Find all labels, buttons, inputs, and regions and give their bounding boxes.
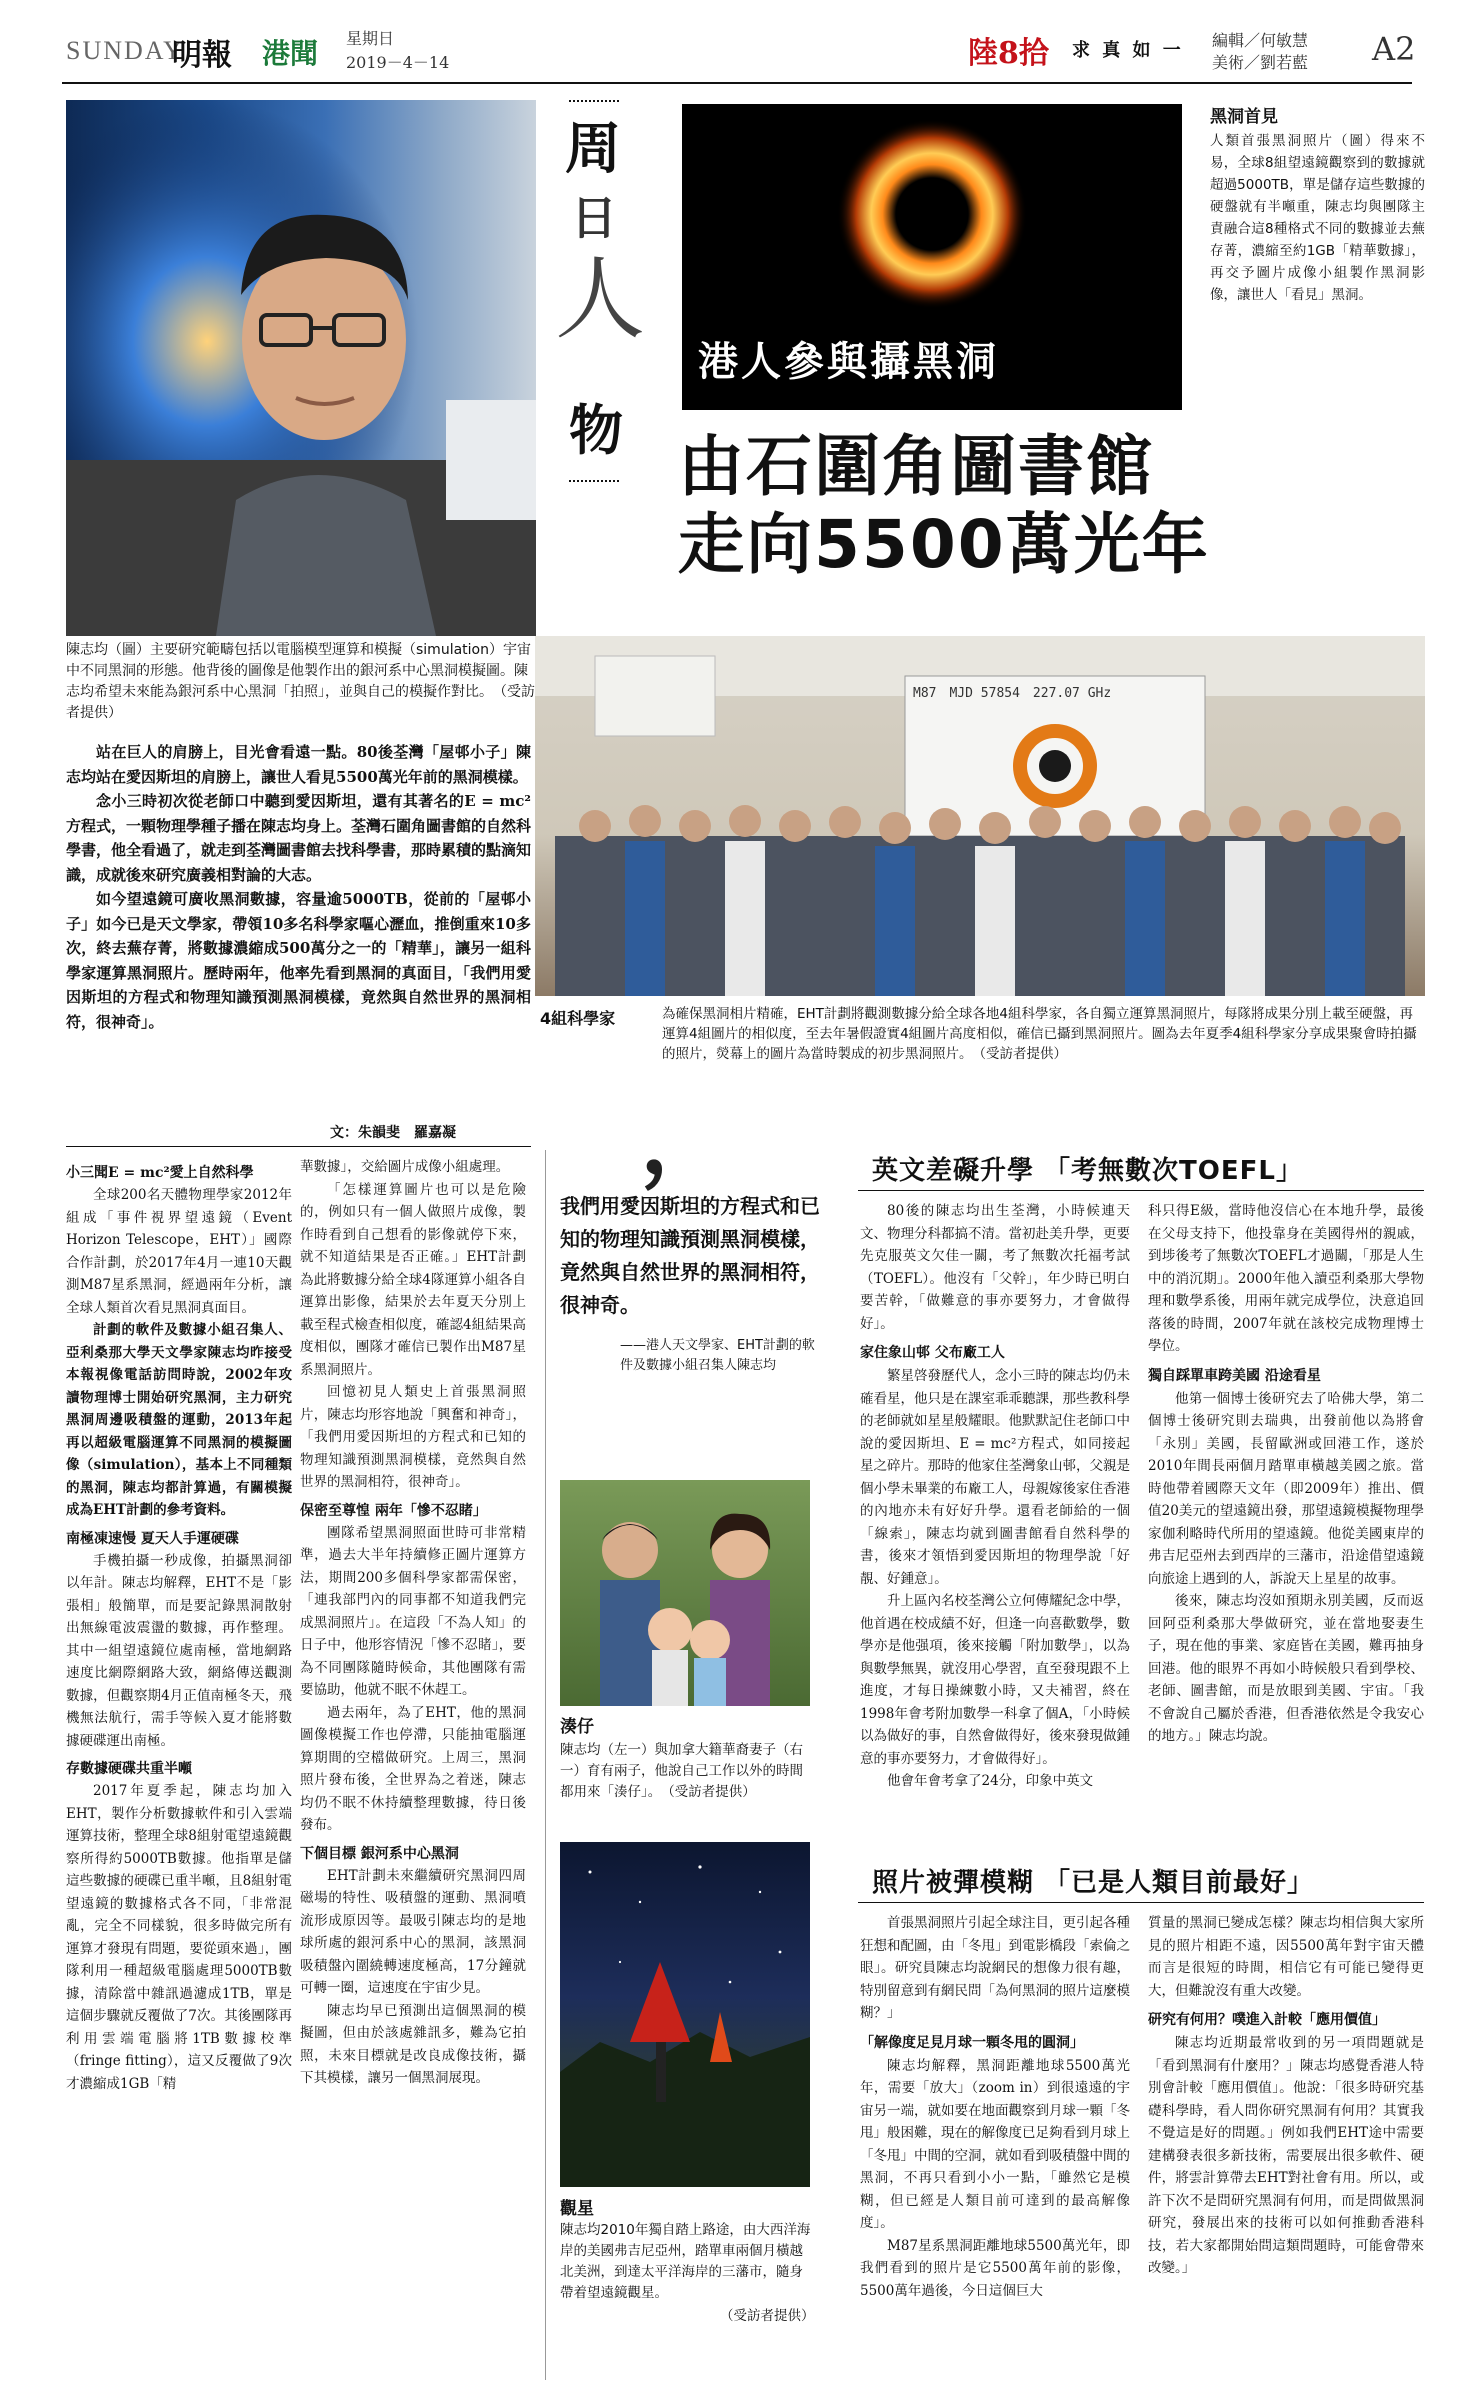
- family-photo-caption: 陳志均（左一）與加拿大籍華裔妻子（右一）育有兩子，他說自己工作以外的時間都用來「湊仔」。 （受訪者提供）: [560, 1742, 803, 1800]
- sidebar-text: 人類首張黑洞照片（圖）得來不易，全球8組望遠鏡觀察到的數據就超過5000TB，單是儲存這些數據的硬盤就有半噸重，陳志均與團隊主責融合這8種格式不同的數據並去蕪存菁，濃縮至約1GB「精華數據」，再交予圖片成像小組製作黑洞影像，讓世人「看見」黑洞。: [1210, 133, 1425, 303]
- family-photo-illustration: [560, 1480, 810, 1706]
- paragraph: 陳志均解釋，黑洞距離地球5500萬光年，需要「放大」（zoom in）到很遠遠的宇宙另一端，就如要在地面觀察到月球一顆「冬甩」般困難，現在的解像度已足夠看到月球上「冬甩」中間的空洞，就如看到吸積盤中間的黑洞，不再只看到小小一點，「雖然它是模糊，但已經是人類目前可達到的最高解像度」。: [860, 2057, 1130, 2231]
- paragraph: 全球200名天體物理學家2012年組成「事件視界望遠鏡（Event Horizon Telescope，EHT）」國際合作計劃，於2017年4月一連10天觀測M87星系黑洞，經過兩年分析，讓全球人類首次看見黑洞真面目。: [66, 1187, 292, 1316]
- quote-attribution: ——港人天文學家、EHT計劃的軟件及數據小組召集人陳志均: [620, 1338, 815, 1373]
- masthead-slogan: 求 真 如 一: [1072, 40, 1184, 61]
- story2-headline: 英文差礙升學 「考無數次TOEFL」: [872, 1156, 1303, 1186]
- story3-rule: [858, 1902, 1424, 1903]
- paragraph: 質量的黑洞已變成怎樣？陳志均相信與大家所見的照片相距不遠，因5500萬年對宇宙天體而言是很短的時間，相信它有可能已變得更大，但難說沒有重大改變。: [1148, 1915, 1424, 1999]
- headline-line-2: 走向5500萬光年: [678, 506, 1210, 583]
- byline: 文：朱韻斐 羅嘉凝: [330, 1125, 456, 1141]
- masthead-sunday: SUNDAY: [66, 36, 184, 65]
- column-tag-char-3: 人: [555, 247, 645, 352]
- group-photo-label: 4組科學家: [540, 1009, 616, 1028]
- paragraph: 陳志均早已預測出這個黑洞的模擬圖，但由於該處雜訊多，難為它拍照，未來目標就是改良成像技術，攝下其模樣，讓另一個黑洞展現。: [300, 2002, 526, 2086]
- paragraph: 「怎樣運算圖片也可以是危險的，例如只有一個人做照片成像，製作時看到自己想看的影像就停下來，就不知道結果是否正確。」EHT計劃為此將數據分給全球4隊運算小組各自運算出影像，結果於去年夏天分別上載至程式檢查相似度，確認4組結果高度相似，團隊才確信已製作出M87星系黑洞照片。: [300, 1181, 526, 1378]
- quote-text: 我們用愛因斯坦的方程式和已知的物理知識預測黑洞模樣，竟然與自然世界的黑洞相符，很神奇。: [560, 1194, 820, 1317]
- group-photo-caption: 為確保黑洞相片精確，EHT計劃將觀測數據分給全球各地4組科學家，各自獨立運算黑洞照片，每隊將成果分別上載至硬盤，再運算4組圖片的相似度，至去年暑假證實4組圖片高度相似，確信已攝到黑洞照片。圖為去年夏季4組科學家分享成果聚會時拍攝的照片，熒幕上的圖片為當時製成的初步黑洞照片。 （受訪者提供）: [662, 1006, 1417, 1062]
- masthead-day: 星期日: [346, 29, 395, 48]
- stargaze-illustration: [560, 1842, 810, 2187]
- paragraph: 他會年會考拿了24分，印象中英文: [887, 1773, 1094, 1789]
- stargaze-photo-credit: （受訪者提供）: [720, 2308, 815, 2324]
- paragraph: 首張黑洞照片引起全球注目，更引起各種狂想和配圖，由「冬甩」到電影橋段「索倫之眼」。研究員陳志均說網民的想像力很有趣，特別留意到有網民問「為何黑洞的照片這麼模糊？」: [860, 1915, 1130, 2021]
- paragraph: 他第一個博士後研究去了哈佛大學，第二個博士後研究則去瑞典，出發前他以為將會「永別」美國，長留歐洲或回港工作，遂於2010年間長兩個月踏單車橫越美國之旅。當時他帶着國際天文年（即2009年）推出、價值20美元的望遠鏡出發，那望遠鏡模擬物理學家伽利略時代所用的望遠鏡。他從美國東岸的弗吉尼亞州去到西岸的三藩市，沿途借望遠鏡向旅途上遇到的人，訴說天上星星的故事。: [1148, 1390, 1424, 1587]
- stargaze-photo-label: 觀星: [560, 2199, 594, 2219]
- sidebar-first-black-hole: [1210, 104, 1425, 306]
- lead-paragraph-2: 念小三時初次從老師口中聽到愛因斯坦，還有其著名的E = mc²方程式，一顆物理學種子播在陳志均身上。荃灣石圍角圖書館的自然科學書，他全看過了，就走到荃灣圖書館去找科學書，那時累積的點滴知識，成就後來研究廣義相對論的大志。: [66, 792, 532, 884]
- lead-rule: [66, 1146, 531, 1147]
- portrait-photo: [66, 100, 536, 636]
- column-tag-rule-top: [569, 100, 619, 102]
- paragraph: 科只得E級，當時他沒信心在本地升學，最後在父母支持下，他投靠身在美國得州的親戚，到埗後考了無數次TOEFL才過關，「那是人生中的消沉期」。2000年他入讀亞利桑那大學物理和數學系後，用兩年就完成學位，決意追回落後的時間，2007年就在該校完成物理博士學位。: [1148, 1203, 1424, 1354]
- column-tag: [555, 100, 645, 490]
- left-column-1: [66, 1156, 292, 2366]
- paragraph: 2017年夏季起，陳志均加入EHT，製作分析數據軟件和引入雲端運算技術，整理全球8組射電望遠鏡觀察所得約5000TB數據。他指單是儲這些數據的硬碟已重半噸，且8組射電望遠鏡的數據格式各不同，「非常混亂，完全不同樣貌，很多時做完所有運算才發現有問題，要從頭來過」，團隊利用一種超級電腦處理5000TB數據，清除當中雜訊過濾成1TB，單是這個步驟就反覆做了7次。其後團隊再利用雲端電腦將1TB數據校準（fringe fitting），這又反覆做了9次才濃縮成1GB「精: [66, 1783, 292, 2092]
- lead-paragraph-3: 如今望遠鏡可廣收黑洞數據，容量逾5000TB，從前的「屋邨小子」如今已是天文學家，帶領10多名科學家嘔心瀝血，推倒重來10多次，終去蕪存菁，將數據濃縮成500萬分之一的「精華」，讓另一組科學家運算黑洞照片。歷時兩年，他率先看到黑洞的真面目，「我們用愛因斯坦的方程式和物理知識預測黑洞模樣，竟然與自然世界的黑洞相符，很神奇」。: [66, 890, 531, 1031]
- paragraph: 華數據」，交給圖片成像小組處理。: [300, 1159, 510, 1175]
- portrait-caption: 陳志均（圖）主要研究範疇包括以電腦模型運算和模擬（simulation）宇宙中不同黑洞的形態。他背後的圖像是他製作出的銀河系中心黑洞模擬圖。陳志均希望未來能為銀河系中心黑洞「拍照」，並與自己的模擬作對比。 （受訪者提供）: [66, 642, 535, 721]
- lead-text: [66, 740, 531, 1034]
- section-heading: 獨自踩單車跨美國 沿途看星: [1148, 1367, 1321, 1384]
- paragraph: 升上區內名校荃灣公立何傳耀紀念中學，他首遇在校成績不好，但逢一向喜歡數學，數學亦是他强項，後來接觸「附加數學」，以為與數學無異，就沒用心學習，直至發現跟不上進度，才每日操練數小時，又夫補習，終在1998年會考附加數學一科拿了個A，「小時候以為做好的事，自然會做得好，後來發現做鍾意的事亦要努力，才會做得好」。: [860, 1593, 1130, 1767]
- kicker: 港人參與攝黑洞: [698, 339, 999, 385]
- story2-column-2: [1148, 1200, 1424, 1850]
- section-heading: 南極凍速慢 夏天人手運硬碟: [66, 1530, 239, 1547]
- story2-rule: [858, 1190, 1424, 1191]
- masthead-date: 2019－4－14: [346, 53, 450, 72]
- paragraph: 繁星啓發歷代人，念小三時的陳志均仍未確看星，他只是在課室乖乖聽課，那些教科學的老師就如星星般耀眼。他默默記住老師口中說的愛因斯坦、E = mc²方程式，如同接起星之碎片。那時的他家住荃灣象山邨，父親是個小學未畢業的布廠工人，母親嫁後家住香港的內地亦未有好好升學。還看老師給的一個「線索」，陳志均就到圖書館看自然科學的書，後來才領悟到愛因斯坦的物理學說「好靚、好鍾意」。: [860, 1368, 1130, 1587]
- masthead-paper-name: 明報: [172, 38, 232, 73]
- column-tag-char-1: 周: [565, 116, 621, 182]
- stargaze-photo-caption: 陳志均2010年獨自踏上路途，由大西洋海岸的美國弗吉尼亞州，踏單車兩個月橫越北美洲，到達太平洋海岸的三藩市，隨身帶着望遠鏡觀星。: [560, 2222, 811, 2301]
- column-tag-rule-bottom: [569, 480, 619, 482]
- family-photo: [560, 1480, 810, 1706]
- quote-mark: ，: [640, 1087, 730, 1193]
- screen-text: M87 MJD 57854 227.07 GHz: [913, 686, 1112, 701]
- paragraph: 80後的陳志均出生荃灣，小時候連天文、物理分科都搞不清。當初赴美升學，更要先克服英文欠佳一關，考了無數次托福考試（TOEFL）。他沒有「父幹」，年少時已明白要苦幹，「做難意的事亦要努力，才會做得好」。: [860, 1203, 1130, 1332]
- headline-line-1: 由石圍角圖書館: [678, 428, 1154, 505]
- paragraph: 回憶初見人類史上首張黑洞照片，陳志均形容地說「興奮和神奇」，「我們用愛因斯坦的方程式和已知的物理知識預測黑洞模樣，竟然與自然世界的黑洞相符，很神奇」。: [300, 1384, 526, 1490]
- paragraph: 手機拍攝一秒成像，拍攝黑洞卻以年計。陳志均解釋，EHT不是「影張相」般簡單，而是要記錄黑洞散射出無線電波震盪的數據，再作整理。其中一組望遠鏡位處南極，當地網路速度比網際網路大致，網絡傳送觀測數據，但觀察期4月正值南極冬天，飛機無法航行，需手等候入夏才能將數據硬碟運出南極。: [66, 1552, 292, 1749]
- column-tag-char-4: 物: [569, 398, 623, 462]
- masthead-section: 港聞: [262, 37, 319, 70]
- masthead: [0, 0, 1472, 85]
- story3-column-1: [860, 1912, 1130, 2372]
- paragraph: M87星系黑洞距離地球5500萬光年，即我們看到的照片是它5500萬年前的影像，5500萬年過後，今日這個巨大: [860, 2237, 1130, 2299]
- paragraph: 陳志均近期最常收到的另一項問題就是「看到黑洞有什麼用？」陳志均感覺香港人特別會計較「應用價值」。他說：「很多時研究基礎科學時，看人問你研究黑洞有何用？其實我不覺這是好的問題。」例如我們EHT途中需要建構發表很多新技術，需要展出很多軟件、硬件，將雲計算帶去EHT對社會有用。所以，或許下次不是問研究黑洞有何用，而是問做黑洞研究，發展出來的技術可以如何推動香港科技，若大家都開始問這類問題時，可能會帶來改變。」: [1148, 2035, 1424, 2276]
- paragraph: 後來，陳志均沒如預期永別美國，反而返回阿亞利桑那大學做研究，並在當地娶妻生子，現在他的事業、家庭皆在美國，難再抽身回港。他的眼界不再如小時候般只看到學校、老師、圖書館，而是放眼到美國、宇宙。「我不會說自己屬於香港，但香港依然是令我安心的地方。」陳志均說。: [1148, 1593, 1424, 1744]
- headline: [678, 428, 1210, 584]
- masthead-credits: [1212, 30, 1308, 74]
- paragraph: EHT計劃未來繼續研究黑洞四周磁場的特性、吸積盤的運動、黑洞噴流形成原因等。最吸引陳志均的是地球所處的銀河系中心的黑洞，該黑洞吸積盤內圍繞轉速度極高，17分鐘就可轉一圈，這速度在宇宙少見。: [300, 1867, 526, 1996]
- paragraph: 團隊希望黑洞照面世時可非常精準，過去大半年持續修正圖片運算方法，期間200多個科學家都需保密，「連我部門內的同事都不知道我們完成黑洞照片」。在這段「不為人知」的日子中，他形容情況「慘不忍睹」，要為不同團隊隨時候命，其他團隊有需要協助，他就不眠不休趕工。: [300, 1524, 526, 1698]
- masthead-designer: 美術／劉若藍: [1212, 53, 1309, 72]
- stargaze-photo: [560, 1842, 810, 2187]
- section-heading: 存數據硬碟共重半噸: [66, 1761, 192, 1777]
- masthead-rule: [62, 82, 1412, 84]
- paragraph: 過去兩年，為了EHT，他的黑洞圖像模擬工作也停滯，只能抽電腦運算期間的空檔做研究。上周三，黑洞照片發布後，全世界為之着迷，陳志均仍不眠不休持續整理數據，待日後發布。: [300, 1704, 526, 1833]
- portrait-illustration: [66, 100, 536, 636]
- lead-paragraph-1: 站在巨人的肩膀上，目光會看遠一點。80後荃灣「屋邨小子」陳志均站在愛因斯坦的肩膀上，讓世人看見5500萬光年前的黑洞模樣。: [66, 743, 531, 786]
- masthead-brand-logo: 陸8拾: [968, 36, 1049, 71]
- masthead-editor: 編輯／何敏慧: [1212, 31, 1309, 50]
- story2-column-1: [860, 1200, 1130, 1850]
- section-heading: 家住象山邨 父布廠工人: [860, 1345, 1005, 1361]
- family-photo-label: 湊仔: [560, 1717, 594, 1737]
- sidebar-title: 黑洞首見: [1210, 107, 1278, 127]
- left-column-2: [300, 1156, 526, 2366]
- paragraph: 計劃的軟件及數據小組召集人、亞利桑那大學天文學家陳志均昨接受本報視像電話訪問時說，2002年攻讀物理博士開始研究黑洞，主力研究黑洞周邊吸積盤的運動，2013年起再以超級電腦運算不同黑洞的模擬圖像（simulation），基本上不同種類的黑洞，陳志均都計算過，有關模擬成為EHT計劃的參考資料。: [66, 1322, 292, 1518]
- group-photo: [535, 636, 1425, 996]
- section-heading: 小三聞E = mc²愛上自然科學: [66, 1165, 254, 1181]
- pull-quote: [560, 1087, 820, 1376]
- story3-column-2: [1148, 1912, 1424, 2372]
- page-number: A2: [1372, 30, 1416, 68]
- section-heading: 下個目標 銀河系中心黑洞: [300, 1845, 459, 1862]
- section-heading: 保密至尊惶 兩年「慘不忍睹」: [300, 1502, 487, 1519]
- story3-headline: 照片被彈模糊 「已是人類目前最好」: [872, 1868, 1315, 1898]
- column-divider: [545, 1150, 546, 2380]
- black-hole-image: [682, 104, 1182, 410]
- column-tag-char-2: 日: [571, 191, 617, 245]
- section-heading: 「解像度足見月球一顆冬甩的圓洞」: [860, 2034, 1084, 2051]
- section-heading: 研究有何用？噗進入計較「應用價值」: [1148, 2012, 1386, 2028]
